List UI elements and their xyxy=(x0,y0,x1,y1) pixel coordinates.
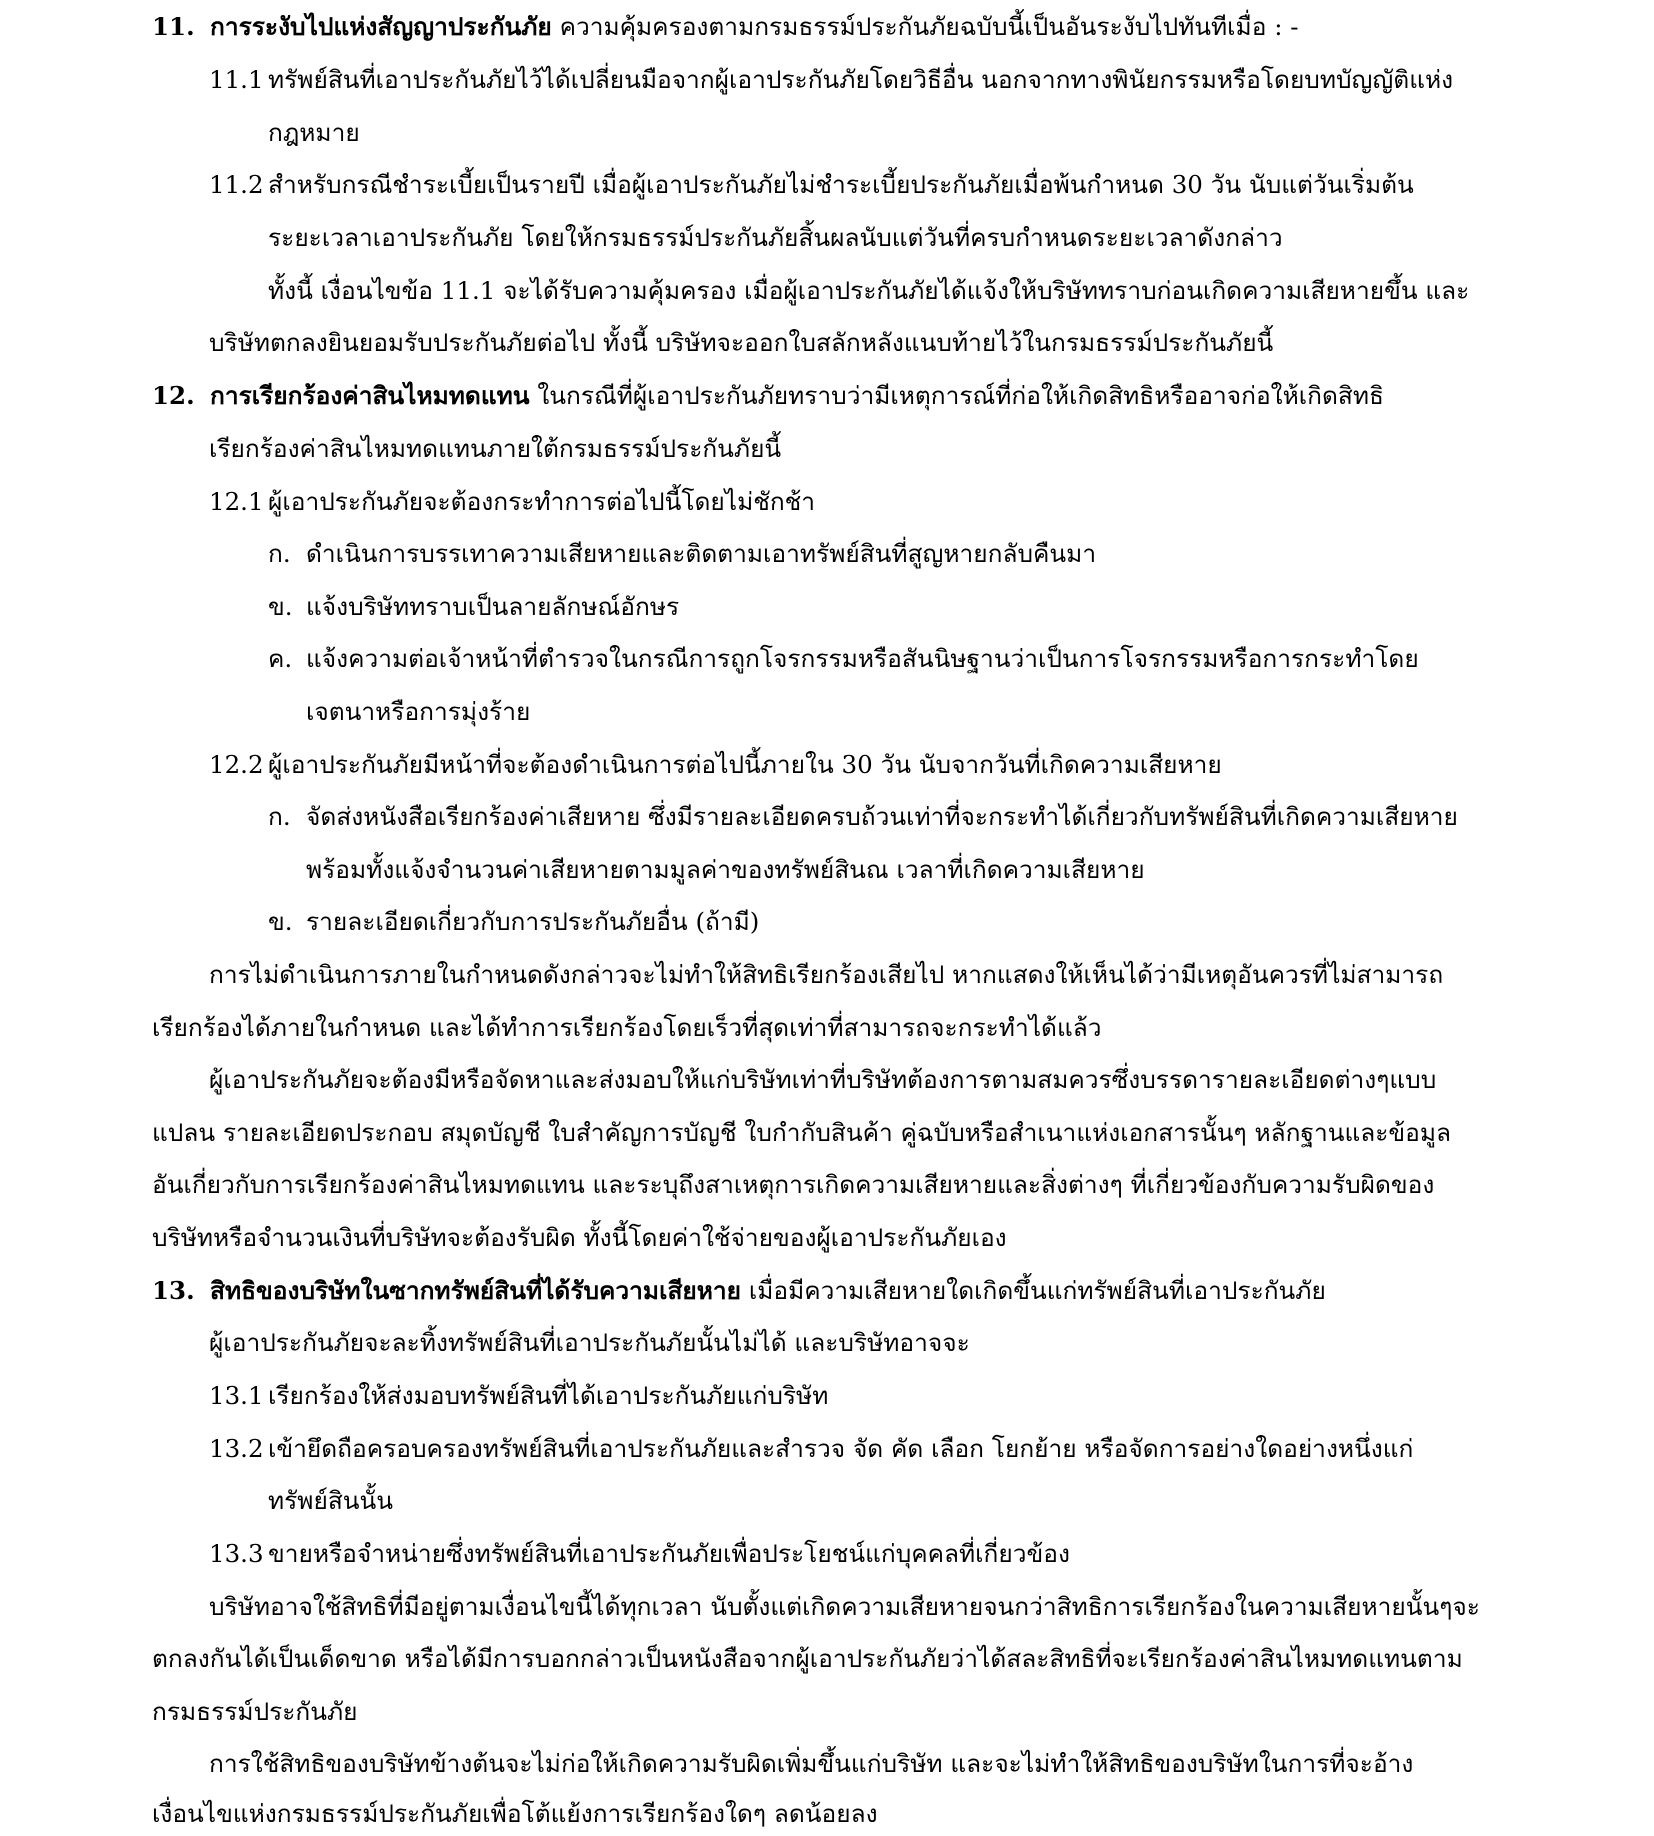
paragraph-text: กรมธรรม์ประกันภัย xyxy=(152,1697,358,1726)
paragraph-text: บริษัทหรือจำนวนเงินที่บริษัทจะต้องรับผิด ทั้งนี้โดยค่าใช้จ่ายของผู้เอาประกันภัยเอง xyxy=(152,1223,1007,1252)
sub-item-text: ดำเนินการบรรเทาความเสียหายและติดตามเอาทรัพย์สินที่สูญหายกลับคืนมา xyxy=(306,539,1097,568)
sub-item-mark: ค. xyxy=(268,644,293,673)
item-text: ผู้เอาประกันภัยมีหน้าที่จะต้องดำเนินการต่อไปนี้ภายใน 30 วัน นับจากวันที่เกิดความเสียหาย xyxy=(268,750,1222,779)
sub-item-text: แจ้งความต่อเจ้าหน้าที่ตำรวจในกรณีการถูกโจรกรรมหรือสันนิษฐานว่าเป็นการโจรกรรมหรือการกระทำโดย xyxy=(306,644,1419,673)
item-number: 12.2 xyxy=(209,750,264,779)
clause-intro: ความคุ้มครองตามกรมธรรม์ประกันภัยฉบับนี้เป็นอันระงับไปทันทีเมื่อ : - xyxy=(559,12,1299,41)
clause-title: การเรียกร้องค่าสินไหมทดแทน xyxy=(210,381,530,410)
paragraph-text: บริษัทตกลงยินยอมรับประกันภัยต่อไป ทั้งนี้ บริษัทจะออกใบสลักหลังแนบท้ายไว้ในกรมธรรม์ประกันภัยนี้ xyxy=(209,328,1274,357)
paragraph-text: เงื่อนไขแห่งกรมธรรม์ประกันภัยเพื่อโต้แย้งการเรียกร้องใดๆ ลดน้อยลง xyxy=(152,1799,878,1828)
clause-number: 11. xyxy=(152,12,195,41)
paragraph-text: ผู้เอาประกันภัยจะละทิ้งทรัพย์สินที่เอาประกันภัยนั้นไม่ได้ และบริษัทอาจจะ xyxy=(209,1328,970,1357)
sub-item-mark: ข. xyxy=(268,907,293,936)
sub-item-text: แจ้งบริษัททราบเป็นลายลักษณ์อักษร xyxy=(306,592,680,621)
paragraph-text: บริษัทอาจใช้สิทธิที่มีอยู่ตามเงื่อนไขนี้ได้ทุกเวลา นับตั้งแต่เกิดความเสียหายจนกว่าสิทธิการเรียกร้องในความเสียหายนั้นๆจะ xyxy=(209,1592,1480,1621)
paragraph-text: ผู้เอาประกันภัยจะต้องมีหรือจัดหาและส่งมอบให้แก่บริษัทเท่าที่บริษัทต้องการตามสมควรซึ่งบรรดารายละเอียดต่างๆแบบ xyxy=(209,1065,1437,1094)
paragraph-text: แปลน รายละเอียดประกอบ สมุดบัญชี ใบสำคัญการบัญชี ใบกำกับสินค้า คู่ฉบับหรือสำเนาแห่งเอกสารนั้นๆ หลักฐานและข้อมูล xyxy=(152,1118,1452,1147)
sub-item-mark: ก. xyxy=(268,802,291,831)
paragraph-text: ทั้งนี้ เงื่อนไขข้อ 11.1 จะได้รับความคุ้มครอง เมื่อผู้เอาประกันภัยได้แจ้งให้บริษัททราบก่อนเกิดความเสียหายขึ้น และ xyxy=(268,276,1470,305)
item-number: 13.2 xyxy=(209,1434,264,1463)
paragraph-text: อันเกี่ยวกับการเรียกร้องค่าสินไหมทดแทน และระบุถึงสาเหตุการเกิดความเสียหายและสิ่งต่างๆ ที่เกี่ยวข้องกับความรับผิดของ xyxy=(152,1170,1435,1199)
clause-intro: ในกรณีที่ผู้เอาประกันภัยทราบว่ามีเหตุการณ์ที่ก่อให้เกิดสิทธิหรืออาจก่อให้เกิดสิทธิ xyxy=(537,381,1384,410)
item-text: กฎหมาย xyxy=(268,118,360,147)
clause-intro: เมื่อมีความเสียหายใดเกิดขึ้นแก่ทรัพย์สินที่เอาประกันภัย xyxy=(748,1276,1326,1305)
sub-item-text: จัดส่งหนังสือเรียกร้องค่าเสียหาย ซึ่งมีรายละเอียดครบถ้วนเท่าที่จะกระทำได้เกี่ยวกับทรัพย์สินที่เกิดความเสียหาย xyxy=(306,802,1458,831)
item-text: ผู้เอาประกันภัยจะต้องกระทำการต่อไปนี้โดยไม่ชักช้า xyxy=(268,487,816,516)
sub-item-text: รายละเอียดเกี่ยวกับการประกันภัยอื่น (ถ้ามี) xyxy=(306,907,760,936)
item-text: ระยะเวลาเอาประกันภัย โดยให้กรมธรรม์ประกันภัยสิ้นผลนับแต่วันที่ครบกำหนดระยะเวลาดังกล่าว xyxy=(268,223,1283,252)
item-number: 13.1 xyxy=(209,1381,264,1410)
clause-heading-text xyxy=(210,1274,1326,1308)
item-number: 12.1 xyxy=(209,487,264,516)
clause-title: การระงับไปแห่งสัญญาประกันภัย xyxy=(210,12,552,41)
item-text: ขายหรือจำหน่ายซึ่งทรัพย์สินที่เอาประกันภัยเพื่อประโยชน์แก่บุคคลที่เกี่ยวข้อง xyxy=(268,1539,1070,1568)
clause-heading-text xyxy=(210,379,1384,413)
paragraph-text: ตกลงกันได้เป็นเด็ดขาด หรือได้มีการบอกกล่าวเป็นหนังสือจากผู้เอาประกันภัยว่าได้สละสิทธิที่จะเรียกร้องค่าสินไหมทดแทนตาม xyxy=(152,1644,1463,1673)
item-number: 11.1 xyxy=(209,65,264,94)
sub-item-mark: ก. xyxy=(268,539,291,568)
paragraph-text: เรียกร้องได้ภายในกำหนด และได้ทำการเรียกร้องโดยเร็วที่สุดเท่าที่สามารถจะกระทำได้แล้ว xyxy=(152,1013,1102,1042)
paragraph-text: การไม่ดำเนินการภายในกำหนดดังกล่าวจะไม่ทำให้สิทธิเรียกร้องเสียไป หากแสดงให้เห็นได้ว่ามีเหตุอันควรที่ไม่สามารถ xyxy=(209,960,1444,989)
item-text: สำหรับกรณีชำระเบี้ยเป็นรายปี เมื่อผู้เอาประกันภัยไม่ชำระเบี้ยประกันภัยเมื่อพ้นกำหนด 30 วัน นับแต่วันเริ่มต้น xyxy=(268,170,1414,199)
sub-item-text: เจตนาหรือการมุ่งร้าย xyxy=(306,697,531,726)
clause-heading-text xyxy=(210,10,1299,44)
sub-item-text: พร้อมทั้งแจ้งจำนวนค่าเสียหายตามมูลค่าของทรัพย์สินณ เวลาที่เกิดความเสียหาย xyxy=(306,855,1145,884)
clause-number: 13. xyxy=(152,1276,195,1305)
sub-item-mark: ข. xyxy=(268,592,293,621)
item-text: เรียกร้องให้ส่งมอบทรัพย์สินที่ได้เอาประกันภัยแก่บริษัท xyxy=(268,1381,829,1410)
item-text: ทรัพย์สินนั้น xyxy=(268,1486,394,1515)
paragraph-text: การใช้สิทธิของบริษัทข้างต้นจะไม่ก่อให้เกิดความรับผิดเพิ่มขึ้นแก่บริษัท และจะไม่ทำให้สิทธิของบริษัทในการที่จะอ้าง xyxy=(209,1749,1414,1778)
item-text: เข้ายึดถือครอบครองทรัพย์สินที่เอาประกันภัยและสำรวจ จัด คัด เลือก โยกย้าย หรือจัดการอย่างใดอย่างหนึ่งแก่ xyxy=(268,1434,1414,1463)
item-number: 11.2 xyxy=(209,170,264,199)
paragraph-text: เรียกร้องค่าสินไหมทดแทนภายใต้กรมธรรม์ประกันภัยนี้ xyxy=(209,434,782,463)
clause-number: 12. xyxy=(152,381,195,410)
clause-title: สิทธิของบริษัทในซากทรัพย์สินที่ได้รับความเสียหาย xyxy=(210,1276,742,1305)
item-text: ทรัพย์สินที่เอาประกันภัยไว้ได้เปลี่ยนมือจากผู้เอาประกันภัยโดยวิธีอื่น นอกจากทางพินัยกรรมหรือโดยบทบัญญัติแห่ง xyxy=(268,65,1454,94)
item-number: 13.3 xyxy=(209,1539,264,1568)
